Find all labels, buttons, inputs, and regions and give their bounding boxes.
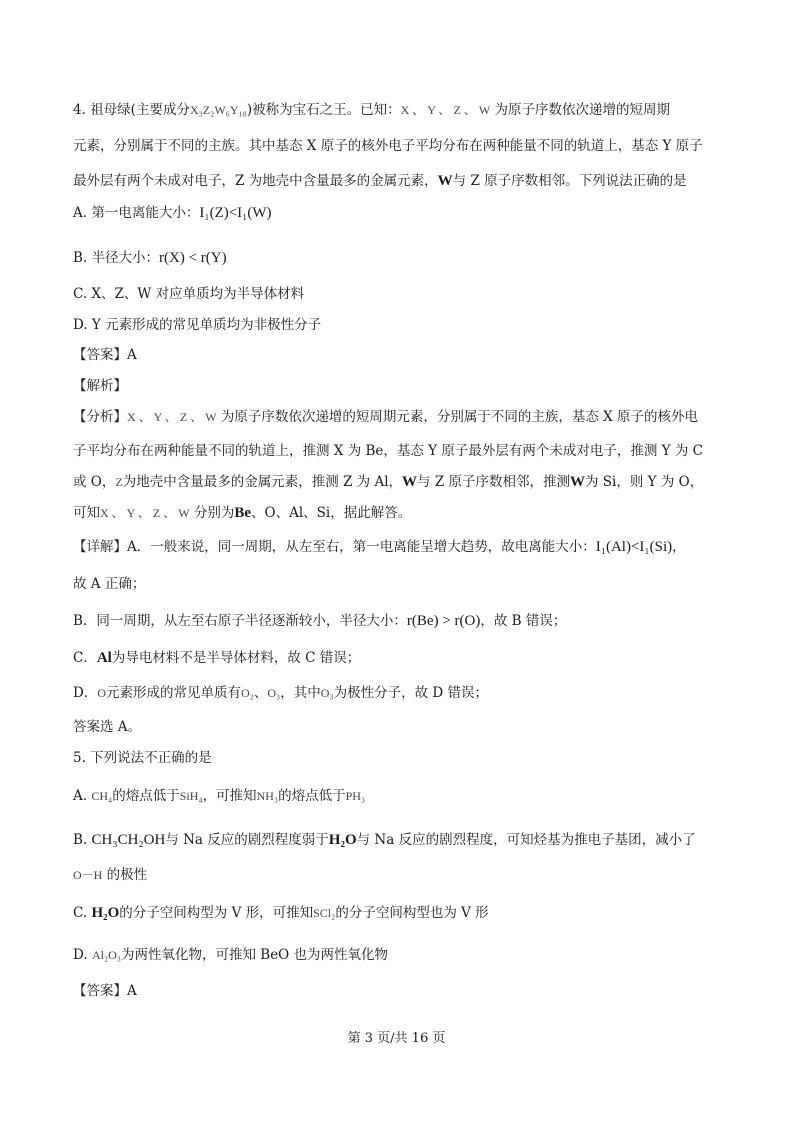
q4-detail-text: 【详解】A．一般来说，同一周期，从左至右，第一电离能呈增大趋势，故电离能大小： (73, 539, 596, 555)
q4-option-b-math: r(X) < r(Y) (159, 250, 227, 266)
q4-w-letter: W (402, 474, 418, 490)
q5-option-text: 与 Na 反应的剧烈程度，可知烃基为推电子基团，减小了 (356, 832, 696, 848)
q4-analysis-text: 【分析】 (73, 409, 127, 425)
q4-detail-text: ，其中 (280, 685, 321, 701)
q4-analysis-line-4 (73, 503, 411, 523)
q4-analysis-text: 为 Si，则 Y 为 O， (585, 474, 704, 490)
q4-detail-text: 元素形成的常见单质有 (106, 685, 241, 701)
q4-analysis-text: 、O、Al、Si，据此解答。 (251, 505, 412, 521)
q4-detail-text: 为导电材料不是半导体材料，故 C 错误； (111, 650, 361, 666)
q5-scl2: SCl₂ (313, 906, 336, 920)
q4-option-d: D. Y 元素形成的常见单质均为非极性分子 (73, 317, 322, 333)
q4-analysis-text: 可知 (73, 505, 100, 521)
q4-w-letter: W (437, 173, 453, 189)
q4-z-letter: Z (115, 475, 123, 489)
q5-option-text: 的熔点低于 (278, 788, 346, 804)
q5-h2o: H₂O (91, 905, 120, 921)
q5-ph3: PH₃ (345, 789, 366, 803)
q5-option-a (73, 786, 365, 806)
q4-o3: O₃ (320, 686, 334, 700)
q4-detail-math: I₁(Al)<I₁(Si) (595, 539, 673, 555)
q5-option-b-line-1 (73, 830, 696, 850)
q4-detail-line-1 (73, 537, 686, 557)
q5-option-text: 为两性氧化物，可推知 BeO 也为两性氧化物 (120, 947, 389, 963)
q5-option-text: ，可推知 (202, 788, 257, 804)
q5-option-text: 的熔点低于 (112, 788, 180, 804)
q5-h2o: H₂O (328, 832, 357, 848)
q4-detail-text: ，故 B 错误； (480, 613, 567, 629)
q4-w-letter: W (570, 474, 585, 490)
q4-detail-line-4 (73, 648, 360, 668)
q4-final-answer: 答案选 A。 (73, 719, 142, 735)
q4-analysis-text: 或 O， (73, 474, 116, 490)
q5-al2o3: Al₂O₃ (91, 948, 121, 962)
q4-option-a (73, 203, 272, 223)
q4-detail-text: 、 (253, 685, 268, 701)
q4-stem-line-3 (73, 171, 687, 191)
q4-detail-line-5 (73, 683, 488, 703)
page-footer: 第 3 页/共 16 页 (347, 1031, 446, 1046)
q5-stem: 5. 下列说法不正确的是 (73, 750, 212, 766)
q4-detail-math: r(Be) > r(O) (406, 613, 481, 629)
q4-detail-text: B．同一周期，从左至右原子半径逐渐较小，半径大小： (73, 613, 407, 629)
q5-ethanol: CH₃CH₂OH (91, 832, 166, 848)
q5-option-label: A. (73, 788, 88, 804)
q4-stem-text: 4. 祖母绿(主要成分 (73, 102, 190, 118)
q4-detail-text: ， (672, 539, 686, 555)
q4-detail-text: D． (73, 685, 98, 701)
q4-analysis-line-1 (73, 407, 698, 427)
q5-option-text: 与 Na 反应的剧烈程度弱于 (165, 832, 329, 848)
q4-formula: X₃Z₂W₆Y₁₈ (189, 103, 247, 117)
q4-al-symbol: Al (96, 650, 112, 666)
q4-o2: O₂ (241, 686, 254, 700)
q4-analysis-text: 与 Z 原子序数相邻，推测 (417, 474, 570, 490)
q4-o-letter: O (97, 686, 106, 700)
q4-detail-text: 为极性分子，故 D 错误； (333, 685, 488, 701)
q4-detail-line-3 (73, 611, 566, 631)
q5-option-text: 的分子空间构型也为 V 形 (335, 905, 489, 921)
q4-stem-text: 为原子序数依次递增的短周期 (494, 102, 670, 118)
q4-analysis-heading: 【解析】 (73, 378, 127, 394)
q4-stem-text: )被称为宝石之王。已知： (246, 102, 401, 118)
q5-sih4: SiH₄ (179, 789, 203, 803)
q4-analysis-text: 为地壳中含量最多的金属元素，推测 Z 为 Al， (122, 474, 403, 490)
q5-ch4: CH₄ (91, 789, 113, 803)
q4-option-c: C. X、Z、W 对应单质均为半导体材料 (73, 286, 305, 302)
q4-analysis-text: 分别为 (193, 505, 235, 521)
q4-answer: 【答案】A (73, 347, 137, 363)
q5-answer: 【答案】A (73, 983, 137, 999)
q4-analysis-line-2: 子平均分布在两种能量不同的轨道上，推测 X 为 Be，基态 Y 原子最外层有两个未成对电子，推测 Y 为 C (73, 443, 704, 459)
q4-option-b (73, 248, 227, 268)
q4-stem-text: 最外层有两个未成对电子，Z 为地壳中含量最多的金属元素， (73, 173, 438, 189)
q4-stem-line-2: 元素，分别属于不同的主族。其中基态 X 原子的核外电子平均分布在两种能量不同的轨道上，基态 Y 原子 (73, 138, 703, 154)
q4-letters: X 、 Y 、 Z 、 W (100, 506, 190, 520)
q4-option-a-math: I₁(Z)<I₁(W) (199, 205, 272, 221)
q4-o3: O₃ (267, 686, 281, 700)
q5-nh3: NH₃ (256, 789, 279, 803)
q4-option-a-label: A. 第一电离能大小： (73, 205, 200, 221)
q5-option-text: 的极性 (106, 867, 148, 883)
q5-option-label: B. (73, 832, 88, 848)
q4-letters: X 、 Y 、 Z 、 W (127, 410, 217, 424)
q5-option-label: C. (73, 905, 88, 921)
q5-oh-bond: O－H (73, 868, 103, 882)
q4-stem-text: 与 Z 原子序数相邻。下列说法正确的是 (452, 173, 687, 189)
q4-detail-line-2: 故 A 正确； (73, 576, 146, 592)
q4-letters: X 、 Y 、 Z 、 W (400, 103, 491, 117)
q4-option-b-label: B. 半径大小： (73, 250, 160, 266)
q5-option-c (73, 903, 489, 923)
q4-be-symbol: Be (234, 505, 252, 521)
q4-analysis-text: 为原子序数依次递增的短周期元素，分别属于不同的主族，基态 X 原子的核外电 (220, 409, 699, 425)
q5-option-text: 的分子空间构型为 V 形，可推知 (119, 905, 314, 921)
q4-analysis-line-3 (73, 472, 703, 492)
q5-option-b-line-2 (73, 865, 147, 885)
q4-stem-line-1 (73, 100, 670, 120)
q4-detail-text: C． (73, 650, 97, 666)
q5-option-d (73, 945, 388, 965)
q5-option-label: D. (73, 947, 88, 963)
